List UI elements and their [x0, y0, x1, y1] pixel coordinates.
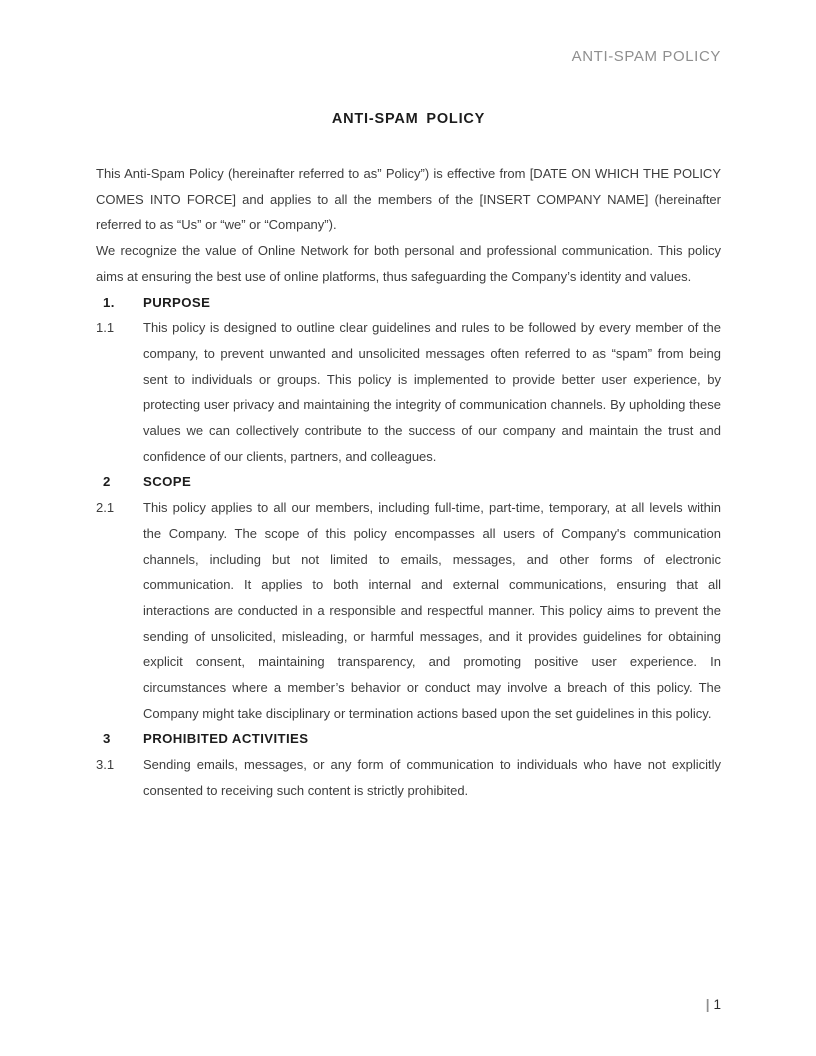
section-heading-purpose [96, 290, 721, 316]
section-heading-scope [96, 469, 721, 495]
list-item-text: This policy applies to all our members, including full-time, part-time, temporary, at all levels within the Company. The scope of this policy encompasses all users of Company's communication channels, including but not limited to emails, messages, and other forms of electronic communication. It applies to both internal and external communications, ensuring that all interactions are conducted in a responsible and respectful manner. This policy aims to prevent the sending of unsolicited, misleading, or harmful messages, and it provides guidelines for obtaining explicit consent, maintaining transparency, and promoting positive user experience. In circumstances where a member’s behavior or conduct may involve a breach of this policy. The Company might take disciplinary or termination actions based upon the set guidelines in this policy. [143, 500, 721, 721]
list-item-text: This policy is designed to outline clear guidelines and rules to be followed by every member of the company, to prevent unwanted and unsolicited messages often referred to as “spam” from being sent to individuals or groups. This policy is implemented to provide better user experience, by protecting user privacy and maintaining the integrity of communication channels. By upholding these values we can collectively contribute to the success of our company and maintain the trust and confidence of our clients, partners, and colleagues. [143, 320, 721, 464]
document-title: ANTI-SPAM POLICY [331, 111, 486, 127]
intro-paragraph-2: We recognize the value of Online Network for both personal and professional communication. This policy aims at ensuring the best use of online platforms, thus safeguarding the Company’s identity and values. [96, 243, 721, 284]
list-item-text: Sending emails, messages, or any form of communication to individuals who have not explicitly consented to receiving such content is strictly prohibited. [143, 757, 721, 798]
section-title: PURPOSE [143, 294, 211, 310]
list-item-number: 1.1 [96, 320, 115, 336]
list-item-number: 3.1 [96, 757, 115, 773]
section-title: PROHIBITED ACTIVITIES [143, 731, 309, 747]
list-item-number: 2.1 [96, 500, 115, 516]
page-footer [706, 997, 721, 1012]
document-body [96, 161, 721, 804]
intro-paragraph-1: This Anti-Spam Policy (hereinafter referred to as” Policy”) is effective from [DATE ON WHICH THE POLICY COMES INTO FORCE] and applies to all the members of the [INSERT COMPANY NAME] (hereinafter referred to as “Us” or “we” or “Company”). [96, 166, 721, 233]
section-heading-prohibited-activities [96, 726, 721, 752]
section-number: 3 [103, 731, 111, 747]
section-number: 1. [103, 294, 115, 310]
section-title: SCOPE [143, 474, 192, 490]
footer-separator: | [705, 997, 710, 1012]
list-item-2-1 [96, 495, 721, 726]
section-number: 2 [103, 474, 111, 490]
list-item-3-1 [96, 752, 721, 803]
running-header: ANTI-SPAM POLICY [571, 48, 721, 65]
footer-page-number: 1 [713, 997, 721, 1012]
list-item-1-1 [96, 315, 721, 469]
